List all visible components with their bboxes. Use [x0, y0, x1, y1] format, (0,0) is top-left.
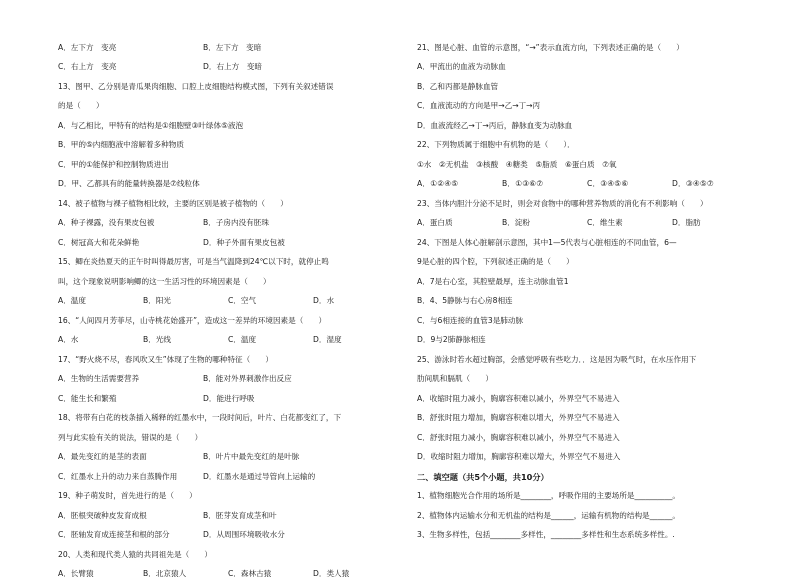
q16-option-b: B．光线 — [143, 336, 228, 344]
q21-option-c: C．血液流动的方向是甲→乙→丁→丙 — [417, 97, 762, 117]
q18-stem-line2: 列与此实验有关的说法，错误的是（ ） — [58, 428, 398, 448]
q14-stem: 14、被子植物与裸子植物相比较，主要的区别是被子植物的（ ） — [58, 194, 398, 214]
q18-options-row2 — [58, 467, 398, 487]
q23-option-d: D．脂肪 — [672, 219, 757, 227]
q18-stem-line1: 18、将带有白花的枝条插入稀释的红墨水中，一段时间后，叶片、白花都变红了，下 — [58, 409, 398, 429]
q13-stem-line2: 的是（ ） — [58, 97, 398, 117]
q12-option-d: D．右上方 变暗 — [203, 63, 262, 71]
q18-option-d: D．红墨水是通过导管向上运输的 — [203, 473, 315, 481]
q12-option-b: B．左下方 变暗 — [203, 44, 261, 52]
q23-stem: 23、当体内胆汁分泌不足时，则会对食物中的哪种营养物质的消化有不利影响（ ） — [417, 194, 762, 214]
q23-option-a: A．蛋白质 — [417, 219, 502, 227]
q24-option-a: A．7是右心室，其腔壁最厚，连主动脉血管1 — [417, 272, 762, 292]
q18-option-a: A．最先变红的是茎的表面 — [58, 453, 203, 461]
q21-option-b: B．乙和丙都是静脉血管 — [417, 77, 762, 97]
q18-option-c: C．红墨水上升的动力来自蒸腾作用 — [58, 473, 203, 481]
q14-option-d: D．种子外面有果皮包被 — [203, 239, 285, 247]
q13-option-a: A．与乙相比，甲特有的结构是①细胞壁③叶绿体⑤液泡 — [58, 116, 398, 136]
q25-option-c: C．舒张时阻力减小，胸廓容积难以减小，外界空气不易进入 — [417, 428, 762, 448]
q16-option-a: A．水 — [58, 336, 143, 344]
q23-options — [417, 214, 762, 234]
q20-options — [58, 565, 398, 584]
q25-option-b: B．舒张时阻力增加，胸廓容积难以增大，外界空气不易进入 — [417, 409, 762, 429]
q22-option-d: D．③④⑤⑦ — [672, 180, 757, 188]
q22-stem: 22、下列物质属于细胞中有机物的是（ ）． — [417, 136, 762, 156]
q23-option-c: C．维生素 — [587, 219, 672, 227]
q17-options-row1 — [58, 370, 398, 390]
left-column — [58, 38, 398, 584]
q13-stem-line1: 13、图甲、乙分别是青瓜果肉细胞、口腔上皮细胞结构模式图，下列有关叙述错误 — [58, 77, 398, 97]
q15-option-d: D．水 — [313, 297, 398, 305]
q24-option-d: D．9与2肺静脉相连 — [417, 331, 762, 351]
q22-item-list: ①水 ②无机盐 ③核酸 ④糖类 ⑤脂质 ⑥蛋白质 ⑦氧 — [417, 155, 762, 175]
q19-option-c: C．胚轴发育成连接茎和根的部分 — [58, 531, 203, 539]
q17-option-d: D．能进行呼吸 — [203, 395, 254, 403]
q24-option-c: C．与6相连接的血管3是肺动脉 — [417, 311, 762, 331]
q15-option-c: C．空气 — [228, 297, 313, 305]
q17-options-row2 — [58, 389, 398, 409]
right-column — [417, 38, 762, 545]
q12-option-a: A．左下方 变亮 — [58, 44, 203, 52]
q16-stem: 16、“人间四月芳菲尽，山寺桃花始盛开”，造成这一差异的环境因素是（ ） — [58, 311, 398, 331]
q16-option-d: D．湿度 — [313, 336, 398, 344]
q16-options — [58, 331, 398, 351]
q12-option-c: C．右上方 变亮 — [58, 63, 203, 71]
q22-option-b: B．①③⑥⑦ — [502, 180, 587, 188]
q18-option-b: B．叶片中最先变红的是叶脉 — [203, 453, 299, 461]
q20-stem: 20、人类和现代类人猿的共同祖先是（ ） — [58, 545, 398, 565]
q25-stem-line2: 肋间肌和膈肌（ ） — [417, 370, 762, 390]
q25-option-d: D．收缩时阻力增加，胸廓容积难以增大，外界空气不易进入 — [417, 448, 762, 468]
q15-stem-line2: 叫，这个现象说明影响鲫的这一生活习性的环境因素是（ ） — [58, 272, 398, 292]
q19-option-b: B．胚芽发育成茎和叶 — [203, 512, 277, 520]
q22-option-c: C．③④⑤⑥ — [587, 180, 672, 188]
q17-option-a: A．生物的生活需要营养 — [58, 375, 203, 383]
q14-options-row1 — [58, 214, 398, 234]
q13-option-d: D．甲、乙都具有的能量转换器是⑦线粒体 — [58, 175, 398, 195]
q13-option-b: B．甲的⑤内细胞液中溶解着多种物质 — [58, 136, 398, 156]
q19-option-a: A．胚根突破种皮发育成根 — [58, 512, 203, 520]
section-2-title: 二、填空题（共5个小题，共10分） — [417, 467, 762, 487]
q23-option-b: B．淀粉 — [502, 219, 587, 227]
q15-option-b: B．阳光 — [143, 297, 228, 305]
q20-option-b: B．北京猿人 — [143, 570, 228, 578]
q24-stem-line1: 24、下图是人体心脏解剖示意图，其中1—5代表与心脏相连的不同血管，6— — [417, 233, 762, 253]
q14-options-row2 — [58, 233, 398, 253]
q21-option-a: A．甲流出的血液为动脉血 — [417, 58, 762, 78]
q15-stem-line1: 15、鲫在炎热夏天的正午时叫得最厉害，可是当气温降到24℃以下时，就停止鸣 — [58, 253, 398, 273]
q13-option-c: C．甲的①能保护和控制物质进出 — [58, 155, 398, 175]
q19-options-row2 — [58, 526, 398, 546]
q15-options — [58, 292, 398, 312]
q21-stem: 21、图是心脏、血管的示意图，“→”表示血流方向，下列表述正确的是（ ） — [417, 38, 762, 58]
q19-option-d: D．从周围环境吸收水分 — [203, 531, 285, 539]
q22-option-a: A．①②④⑤ — [417, 180, 502, 188]
q19-stem: 19、种子萌发时，首先进行的是（ ） — [58, 487, 398, 507]
q20-option-c: C．森林古猿 — [228, 570, 313, 578]
q24-stem-line2: 9是心脏的四个腔，下列叙述正确的是（ ） — [417, 253, 762, 273]
q21-option-d: D．血液流经乙→丁→丙后，静脉血变为动脉血 — [417, 116, 762, 136]
q14-option-a: A．种子裸露，没有果皮包被 — [58, 219, 203, 227]
fill-question-2: 2、植物体内运输水分和无机盐的结构是______，运输有机物的结构是______。 — [417, 506, 762, 526]
q17-option-b: B．能对外界刺激作出反应 — [203, 375, 292, 383]
q18-options-row1 — [58, 448, 398, 468]
fill-question-1: 1、植物细胞光合作用的场所是________，呼吸作用的主要场所是__________。 — [417, 487, 762, 507]
q12-options-row2 — [58, 58, 398, 78]
q25-stem-line1: 25、游泳时若水超过胸部，会感觉呼吸有些吃力．．这是因为吸气时，在水压作用下 — [417, 350, 762, 370]
q17-option-c: C．能生长和繁殖 — [58, 395, 203, 403]
q19-options-row1 — [58, 506, 398, 526]
q14-option-c: C．树冠高大和花朵鲜艳 — [58, 239, 203, 247]
q15-option-a: A．温度 — [58, 297, 143, 305]
q20-option-d: D．类人猿 — [313, 570, 398, 578]
q24-option-b: B．4、5静脉与右心房8相连 — [417, 292, 762, 312]
q12-options-row1 — [58, 38, 398, 58]
q25-option-a: A．收缩时阻力减小，胸廓容积难以减小，外界空气不易进入 — [417, 389, 762, 409]
fill-question-3: 3、生物多样性，包括________多样性，________多样性和生态系统多样性。. — [417, 526, 762, 546]
q17-stem: 17、“野火烧不尽，春风吹又生”体现了生物的哪种特征（ ） — [58, 350, 398, 370]
q14-option-b: B．子房内没有胚珠 — [203, 219, 269, 227]
q22-options — [417, 175, 762, 195]
q16-option-c: C．温度 — [228, 336, 313, 344]
q20-option-a: A．长臂猿 — [58, 570, 143, 578]
